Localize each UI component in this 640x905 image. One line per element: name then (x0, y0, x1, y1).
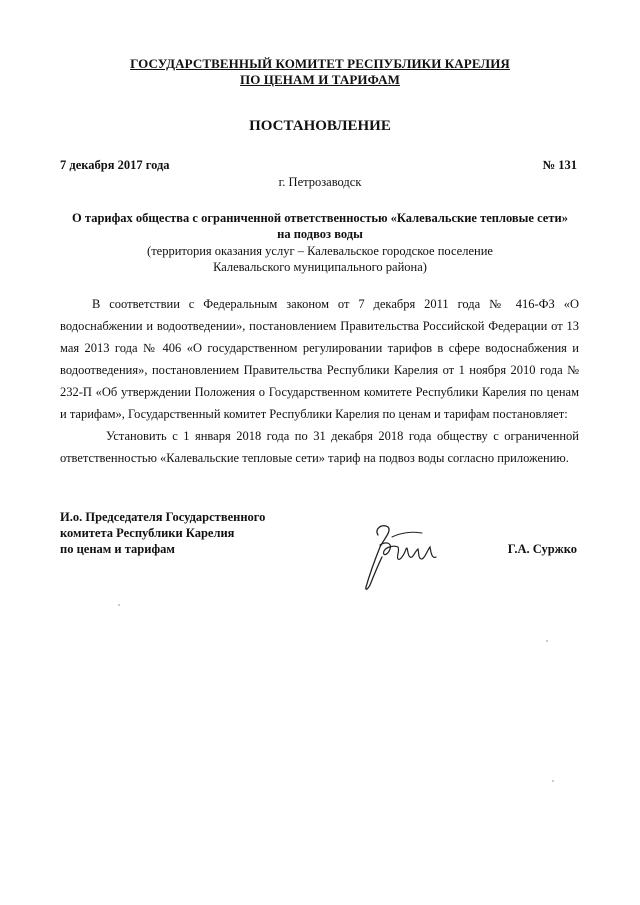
signer-name: Г.А. Суржко (507, 542, 577, 556)
scan-speck (118, 604, 120, 606)
subject-line-4: Калевальского муниципального района) (213, 260, 427, 274)
signatory-title-line-1: И.о. Председателя Государственного (60, 510, 266, 524)
document-city: г. Петрозаводск (278, 175, 362, 189)
document-number: № 131 (542, 158, 577, 172)
signatory-title-line-2: комитета Республики Карелия (60, 526, 235, 540)
scan-speck (546, 640, 548, 642)
handwritten-signature (352, 515, 452, 595)
subject-line-1: О тарифах общества с ограниченной ответственностью «Калевальские тепловые сети» (72, 211, 568, 225)
signatory-title-line-3: по ценам и тарифам (60, 542, 175, 556)
header-line-2: ПО ЦЕНАМ И ТАРИФАМ (240, 72, 400, 87)
header-line-1: ГОСУДАРСТВЕННЫЙ КОМИТЕТ РЕСПУБЛИКИ КАРЕЛИЯ (130, 56, 510, 71)
scan-speck (552, 780, 554, 782)
body-paragraph-1: В соответствии с Федеральным законом от 7 декабря 2011 года № 416-ФЗ «О водоснабжении и водоотведении», постановлением Правительства Российской Федерации от 13 мая 2013 года № 406 «О государственном регулировании тарифов в сфере водоснабжения и водоотведения», постановлением Правительства Республики Карелия от 1 ноября 2010 года № 232-П «Об утверждении Положения о Государственном комитете Республики Карелия по ценам и тарифам», Государственный комитет Республики Карелия по ценам и тарифам постановляет: (60, 297, 579, 421)
subject-line-3: (территория оказания услуг – Калевальское городское поселение (147, 244, 493, 258)
signatory-title (60, 509, 265, 557)
body-paragraph-2: Установить с 1 января 2018 года по 31 декабря 2018 года обществу с ограниченной ответственностью «Калевальские тепловые сети» тариф на подвоз воды согласно приложению. (60, 429, 579, 465)
subject-line-2: на подвоз воды (277, 227, 363, 241)
document-date: 7 декабря 2017 года (60, 158, 170, 172)
document-type-title: ПОСТАНОВЛЕНИЕ (249, 118, 391, 134)
